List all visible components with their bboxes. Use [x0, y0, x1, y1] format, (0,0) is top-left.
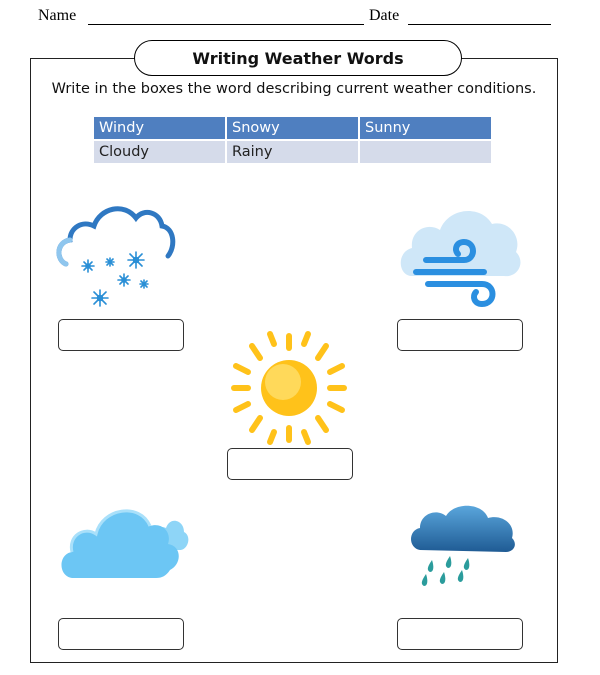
- worksheet-title: Writing Weather Words: [134, 40, 462, 76]
- answer-box-cloudy[interactable]: [58, 618, 184, 650]
- name-label: Name: [38, 7, 77, 24]
- word-bank-row: [94, 141, 491, 163]
- answer-box-snowy[interactable]: [58, 319, 184, 351]
- word-bank-table: [92, 115, 493, 165]
- instructions: Write in the boxes the word describing current weather conditions.: [51, 81, 537, 97]
- sun-icon: [228, 330, 350, 446]
- word-bank-cell: Rainy: [227, 141, 358, 163]
- answer-box-windy[interactable]: [397, 319, 523, 351]
- word-bank-cell: Sunny: [360, 117, 491, 139]
- snow-cloud-icon: [52, 196, 178, 312]
- word-bank-cell: Cloudy: [94, 141, 225, 163]
- answer-box-sunny[interactable]: [227, 448, 353, 480]
- date-label: Date: [369, 7, 400, 24]
- answer-box-rainy[interactable]: [397, 618, 523, 650]
- date-field-line[interactable]: [408, 24, 551, 25]
- cloudy-icon: [58, 494, 190, 582]
- word-bank-cell: [360, 141, 491, 163]
- rain-cloud-icon: [408, 500, 518, 590]
- word-bank-cell: Windy: [94, 117, 225, 139]
- word-bank-row: [94, 117, 491, 139]
- windy-cloud-icon: [396, 200, 524, 310]
- word-bank-cell: Snowy: [227, 117, 358, 139]
- name-field-line[interactable]: [88, 24, 364, 25]
